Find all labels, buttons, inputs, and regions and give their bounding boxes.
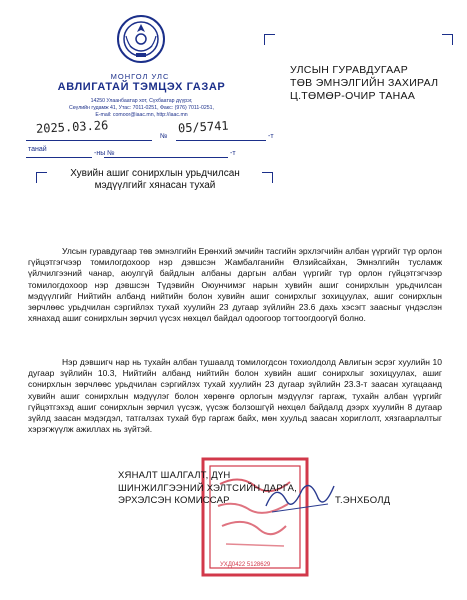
body-paragraph-1: Улсын гуравдугаар төв эмнэлгийн Ерөнхий эмчийн тасгийн эрхлэгчийн албан үүргийг түр орлон гүйцэтгэгчээр томилогдохоор нэр дэвшсэн Жамбалганийн Өлзийсайхан, Эмнэлгийн тусламж үйлчилгээний чанар, аюулгүй байдлын албаны даргын албан үүргийг түр орлон гүйцэтгэгчээр томилогдохоор нэр дэвшсэн Түдэвийн Оюунчимэг нарын хувийн ашиг сонирхлын урьдчилсан мэдүүлгийг Нийтийн албанд нийтийн болон хувийн ашиг сонирхлыг зохицуулах, ашиг сонирхлын зөрчлөөс урьдчилан сэргийлэх тухай хуулийн 23 дугаар зүйлийн 23.6 дахь хэсэгт заасныг үндэслэн хянахад ашиг сонирхлын зөрчил үүсэх нөхцөл байдал одоогоор тогтоогдоогүй болно. (28, 246, 442, 324)
stamp-serial: УХД0422 5128629 (220, 562, 271, 568)
recipient-corner-mark (442, 34, 453, 45)
subject-block (20, 168, 290, 192)
subject-line: Хувийн ашиг сонирхлын урьдчилсан (70, 168, 240, 179)
subject-line: мэдүүлгийг хянасан тухай (94, 180, 216, 191)
signatory-title-line: ЭРХЭЛСЭН КОМИССАР (118, 495, 230, 506)
letterhead-address: 14250 Улаанбаатар хот, Сүхбаатар дүүрэг, (90, 98, 193, 104)
recipient-block (290, 64, 445, 103)
reference-underline (26, 157, 92, 158)
handwritten-date: 2025.03.26 (35, 118, 109, 136)
signatory-name: Т.ЭНХБОЛД (335, 495, 391, 506)
reference-number-underline (104, 157, 228, 158)
number-label: № (160, 133, 168, 140)
date-underline (26, 140, 152, 141)
number-suffix: -т (268, 133, 274, 140)
letterhead-org-name: АВЛИГАТАЙ ТЭМЦЭХ ГАЗАР (57, 81, 226, 93)
recipient-line: Ц.ТӨМӨР-ОЧИР ТАНАА (290, 90, 416, 102)
reference-number-label: -ны № (94, 150, 115, 157)
recipient-corner-mark (264, 34, 275, 45)
letterhead-address: Сөүлийн гудамж 41, Утас: 7011-0251, Факс: (976) 7011-0251, (68, 105, 215, 111)
recipient-line: УЛСЫН ГУРАВДУГААР (290, 64, 409, 76)
number-underline (176, 140, 266, 141)
signatory-title-line: ХЯНАЛТ ШАЛГАЛТ, ДҮН (118, 470, 231, 481)
reference-label: танай (28, 146, 47, 153)
body-paragraph-2: Нэр дэвшигч нар нь тухайн албан тушаалд томилогдсон тохиолдолд Авлигын эсрэг хуулийн 10 дугаар зүйлийн 10.3, Нийтийн албанд нийтийн болон хувийн ашиг сонирхлыг зохицуулах, ашиг сонирхлын зөрчлөөс урьдчилан сэргийлэх тухай хуулийн 23 дугаар зүйлийн 23.3-т заасан хугацаанд хувийн ашиг сонирхлын мэдүүлэг болон хөрөнгө орлогын мэдүүлэг гаргаж, тухайн албан үүргийг гүйцэтгэхэд ашиг сонирхлын зөрчил үүсэж, үүсэж болзошгүй нөхцөл байдалд дээрх хуулийн 8 дугаар зүйлд заасан мэдэгдэл, татгалзах тухай бүр гаргаж байх, мөн хуульд заасан хориглолт, хязгаарлалтыг хэрэгжүүлж ажиллах нь зүйтэй. (28, 357, 442, 435)
handwritten-number: 05/5741 (177, 118, 229, 136)
letterhead-address: E-mail: comoor@iaac.mn, http://iaac.mn (95, 112, 188, 118)
letterhead-country: МОНГОЛ УЛС (110, 72, 170, 81)
signatory-title (118, 470, 328, 508)
reference-suffix: -т (230, 150, 236, 157)
state-emblem-icon (116, 14, 166, 64)
signatory-title-line: ШИНЖИЛГЭЭНИЙ ХЭЛТСИЙН ДАРГА, (118, 482, 297, 494)
recipient-line: ТӨВ ЭМНЭЛГИЙН ЗАХИРАЛ (290, 77, 439, 89)
